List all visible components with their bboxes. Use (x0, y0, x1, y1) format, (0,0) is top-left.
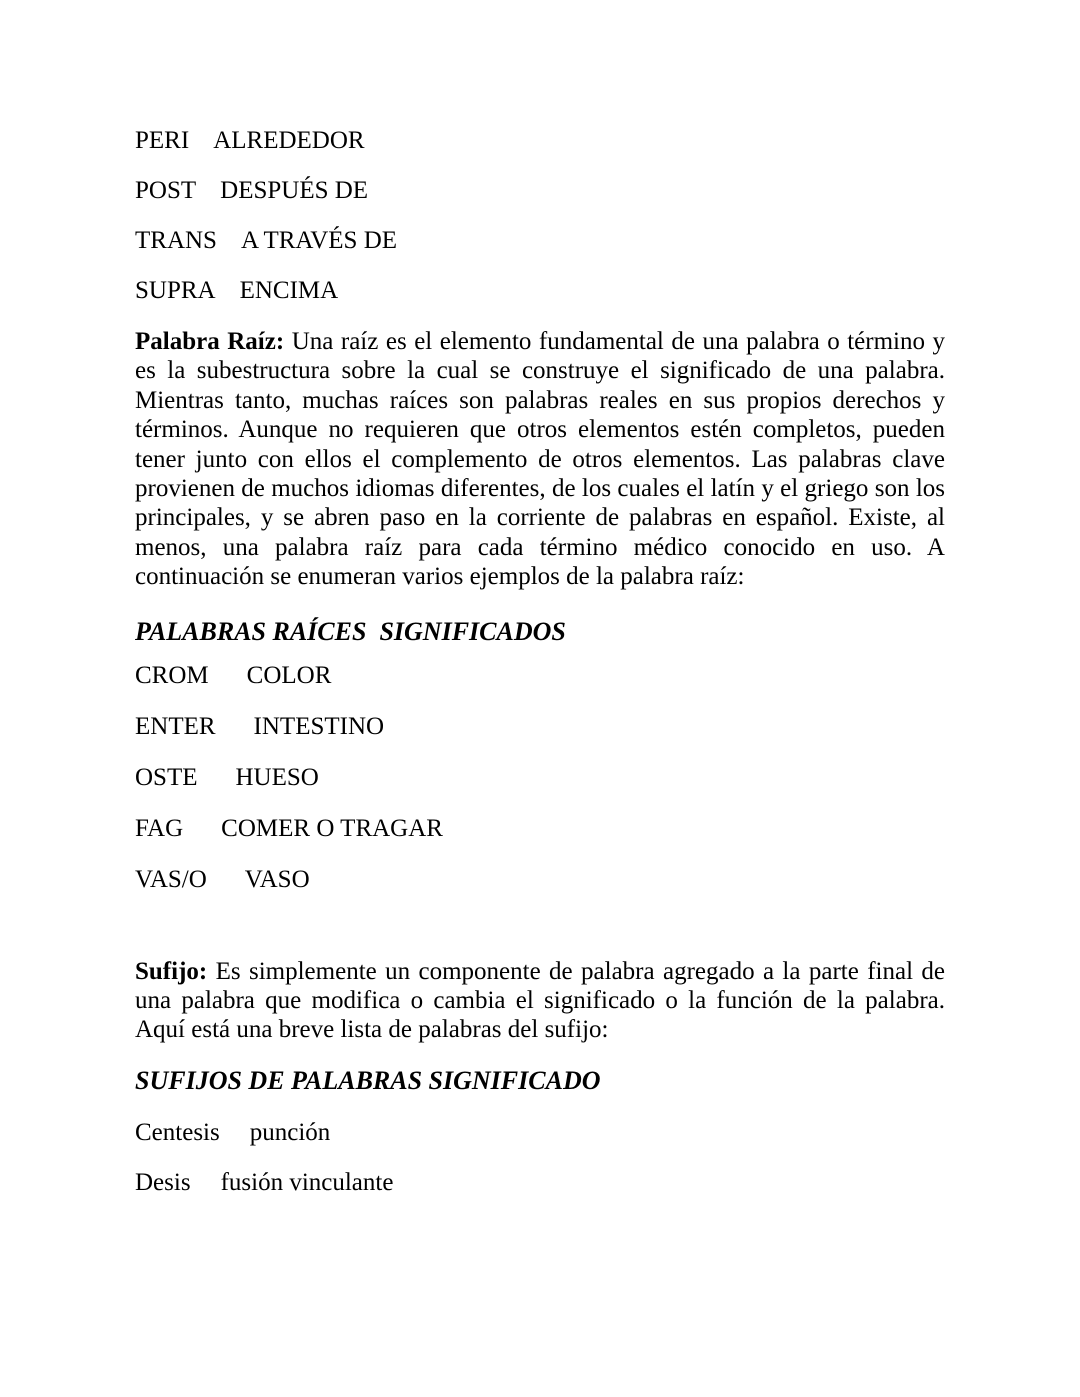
prefix-term: PERI (135, 127, 190, 154)
prefix-row (135, 177, 945, 205)
prefix-meaning: DESPUÉS DE (220, 177, 369, 204)
root-term: VAS/O (135, 865, 207, 893)
suffix-term: Centesis (135, 1118, 220, 1146)
root-meaning: INTESTINO (253, 712, 385, 740)
suffix-paragraph-text: Es simplemente un componente de palabra agregado a la parte final de una palabra que modifica o cambia el significado o la función de la palabra. Aquí está una breve lista de palabras del sufijo: (135, 957, 945, 1044)
root-row (135, 815, 945, 843)
root-term: CROM (135, 661, 209, 689)
roots-heading: PALABRAS RAÍCES SIGNIFICADOS (135, 616, 566, 646)
suffix-paragraph (135, 957, 945, 1045)
suffix-list (135, 1119, 945, 1197)
root-term: OSTE (135, 763, 198, 791)
prefix-term: TRANS (135, 227, 217, 254)
prefix-meaning: A TRAVÉS DE (240, 227, 398, 254)
root-list (135, 662, 945, 894)
root-paragraph-lead: Palabra Raíz: (135, 328, 285, 355)
prefix-meaning: ENCIMA (239, 277, 339, 304)
prefix-row (135, 277, 945, 305)
suffix-row (135, 1119, 945, 1147)
prefix-term: POST (135, 177, 197, 204)
suffixes-heading: SUFIJOS DE PALABRAS SIGNIFICADO (135, 1065, 601, 1095)
root-row (135, 662, 945, 690)
root-row (135, 713, 945, 741)
root-paragraph-text: Una raíz es el elemento fundamental de una palabra o término y es la subestructura sobre la cual se construye el significado de una palabra. Mientras tanto, muchas raíces son palabras reales en sus propios derechos y términos. Aunque no requieren que otros elementos estén completos, pueden tener junto con ellos el complemento de otros elementos. Las palabras clave provienen de muchos idiomas diferentes, de los cuales el latín y el griego son los principales, y se abren paso en la corriente de palabras en español. Existe, al menos, una palabra raíz para cada término médico conocido en uso. A continuación se enumeran varios ejemplos de la palabra raíz: (135, 328, 946, 591)
suffix-meaning: fusión vinculante (220, 1168, 394, 1196)
prefix-term: SUPRA (135, 277, 216, 304)
root-term: ENTER (135, 712, 216, 740)
root-paragraph (135, 327, 945, 592)
prefix-row (135, 127, 945, 155)
suffix-meaning: punción (249, 1118, 331, 1146)
root-meaning: HUESO (235, 763, 319, 791)
root-meaning: VASO (244, 865, 310, 893)
root-row (135, 866, 945, 894)
root-row (135, 764, 945, 792)
prefix-row (135, 227, 945, 255)
prefix-list (135, 127, 945, 305)
suffix-paragraph-lead: Sufijo: (135, 957, 208, 985)
root-term: FAG (135, 814, 184, 842)
prefix-meaning: ALREDEDOR (213, 127, 365, 154)
suffix-term: Desis (135, 1168, 191, 1196)
root-meaning: COLOR (246, 661, 332, 689)
suffix-row (135, 1169, 945, 1197)
root-meaning: COMER O TRAGAR (221, 814, 443, 842)
